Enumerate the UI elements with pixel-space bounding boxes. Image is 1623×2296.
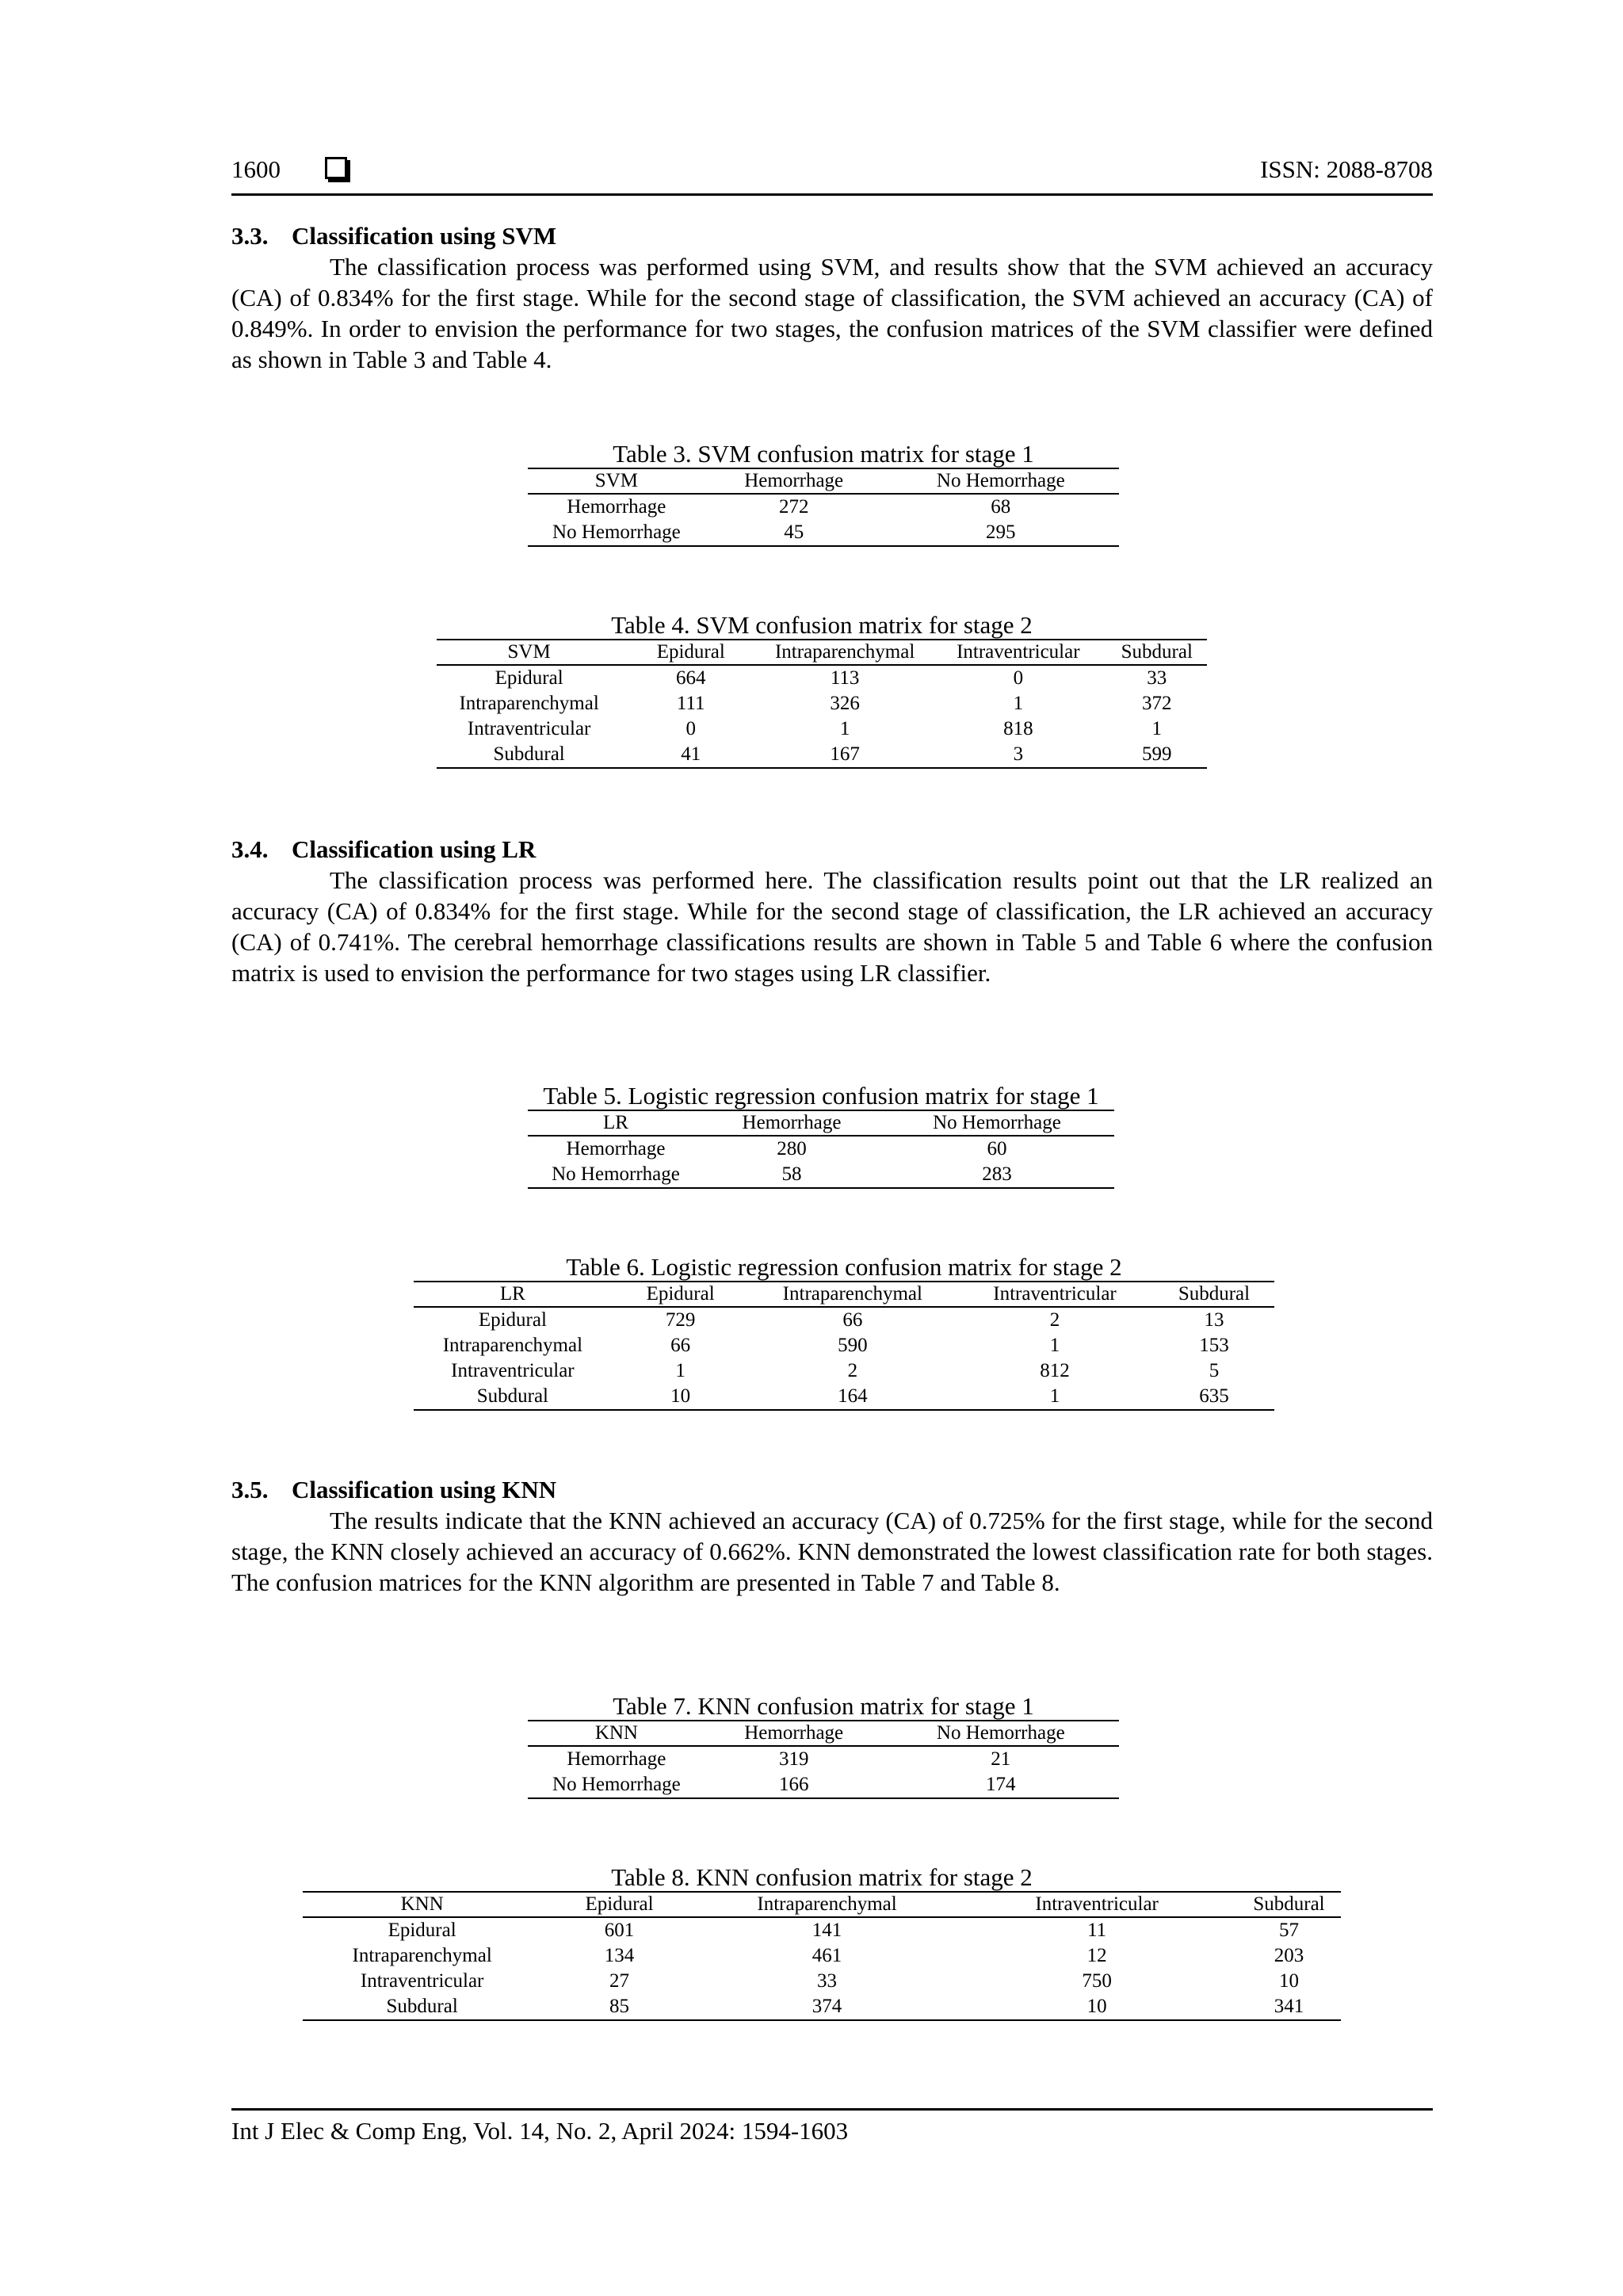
table-cell: 319 [778,1748,809,1770]
table-cell: 1 [675,1360,685,1381]
table-header-cell: Intraventricular [930,640,1107,665]
table-cell: 272 [778,496,809,518]
table-row [528,1162,1114,1188]
table-caption: Table 8. KNN confusion matrix for stage 2 [611,1863,1033,1891]
table-header-cell: LR [528,1110,704,1136]
table-cell: 599 [1142,743,1172,765]
table-cell: Intraventricular [451,1360,575,1381]
table-cell: 812 [1040,1360,1070,1381]
table-header-cell: No Hemorrhage [883,468,1119,494]
table-row [303,1994,1341,2020]
table-cell: No Hemorrhage [552,1774,681,1795]
table-caption: Table 5. Logistic regression confusion matrix for stage 1 [543,1082,1099,1110]
table-row [437,691,1207,716]
table-cell: Intraventricular [360,1970,484,1992]
table-row [528,1772,1119,1798]
table-cell: 5 [1209,1360,1220,1381]
table-cell: 283 [982,1163,1012,1185]
table-cell: 326 [830,693,860,714]
journal-citation: Int J Elec & Comp Eng, Vol. 14, No. 2, April 2024: 1594-1603 [231,2117,849,2145]
table-cell: 635 [1199,1385,1229,1407]
table-cell: 2 [1049,1309,1060,1331]
table-8 [303,1864,1341,2021]
table-cell: 57 [1278,1920,1299,1941]
table-cell: 1 [1013,693,1024,714]
table-5 [528,1083,1114,1189]
table-header-cell: KNN [528,1721,705,1746]
table-header-cell: KNN [303,1892,541,1917]
table-row [414,1333,1274,1358]
table-cell: 1 [1049,1385,1060,1407]
table-cell: 164 [838,1385,868,1407]
square-bullet-icon [325,157,347,179]
table-cell: Intraparenchymal [459,693,599,714]
table-header-cell: Epidural [612,1282,750,1307]
table-4 [437,612,1207,769]
table-cell: 11 [1087,1920,1107,1941]
table-cell: 33 [1147,667,1167,689]
table-header-cell: No Hemorrhage [883,1721,1119,1746]
table-row [303,1969,1341,1994]
table-header-cell: Intraparenchymal [697,1892,957,1917]
table-caption: Table 3. SVM confusion matrix for stage 1 [613,440,1034,468]
confusion-matrix [303,1891,1341,2021]
table-header-cell: SVM [437,640,621,665]
section-heading: 3.5. Classification using KNN [231,1476,557,1503]
table-cell: 134 [604,1945,635,1966]
table-header-cell: Intraparenchymal [750,1282,957,1307]
table-cell: 461 [812,1945,842,1966]
table-cell: 33 [817,1970,838,1992]
table-cell: Subdural [476,1385,549,1407]
table-cell: Hemorrhage [567,1748,666,1770]
table-cell: 27 [609,1970,630,1992]
table-header-row [414,1282,1274,1307]
table-cell: 1 [839,718,850,739]
table-cell: 58 [781,1163,802,1185]
table-6 [414,1254,1274,1411]
table-row [414,1358,1274,1384]
table-cell: 21 [991,1748,1011,1770]
table-header-row [528,1110,1114,1136]
table-header-cell: Subdural [1154,1282,1274,1307]
table-row [528,520,1119,546]
table-header-cell: Intraventricular [956,1282,1154,1307]
table-cell: No Hemorrhage [552,1163,680,1185]
table-cell: No Hemorrhage [552,521,681,543]
table-cell: 66 [670,1335,691,1356]
table-cell: Subdural [493,743,565,765]
table-cell: Epidural [478,1309,547,1331]
table-cell: 153 [1199,1335,1229,1356]
table-row [437,665,1207,691]
table-row [528,1746,1119,1772]
table-cell: 374 [812,1996,842,2017]
table-cell: 601 [604,1920,635,1941]
table-cell: Hemorrhage [567,496,666,518]
table-header-cell: Intraparenchymal [760,640,930,665]
table-cell: 1 [1049,1335,1060,1356]
table-header-cell: Hemorrhage [705,1721,883,1746]
page-footer [231,2108,1433,2145]
table-cell: 10 [1278,1970,1299,1992]
page-number: 1600 [231,155,281,183]
table-header-cell: Epidural [541,1892,697,1917]
table-cell: 45 [784,521,804,543]
table-cell: 167 [830,743,860,765]
table-cell: 85 [609,1996,630,2017]
table-cell: Epidural [495,667,563,689]
table-header-cell: No Hemorrhage [880,1110,1114,1136]
issn: ISSN: 2088-8708 [1260,155,1433,183]
table-cell: 60 [987,1138,1007,1159]
table-header-row [528,468,1119,494]
table-cell: 10 [1086,1996,1107,2017]
table-cell: 295 [986,521,1016,543]
confusion-matrix [528,1720,1119,1799]
confusion-matrix [414,1281,1274,1411]
table-cell: Epidural [388,1920,456,1941]
table-cell: Intraventricular [467,718,591,739]
section-heading: 3.3. Classification using SVM [231,222,557,250]
table-caption: Table 4. SVM confusion matrix for stage 2 [611,611,1033,639]
section-svm [231,220,1433,375]
table-cell: Intraparenchymal [352,1945,492,1966]
table-header-row [303,1892,1341,1917]
table-cell: 10 [670,1385,691,1407]
table-cell: 41 [681,743,701,765]
section-knn [231,1474,1433,1598]
page-header [231,155,1433,196]
table-row [414,1384,1274,1410]
table-row [437,716,1207,742]
table-cell: 664 [675,667,706,689]
table-cell: 12 [1086,1945,1107,1966]
table-row [303,1943,1341,1969]
table-header-cell: SVM [528,468,705,494]
table-3 [528,441,1119,547]
table-cell: 174 [986,1774,1016,1795]
table-cell: 203 [1274,1945,1304,1966]
section-lr [231,834,1433,988]
table-cell: 750 [1082,1970,1112,1992]
table-7 [528,1693,1119,1799]
table-cell: Hemorrhage [566,1138,666,1159]
table-cell: 0 [1013,667,1024,689]
table-row [437,742,1207,768]
table-header-cell: Epidural [621,640,760,665]
confusion-matrix [528,1110,1114,1189]
table-cell: 1 [1151,718,1163,739]
table-row [414,1307,1274,1333]
table-header-cell: Subdural [1107,640,1207,665]
table-cell: 166 [778,1774,809,1795]
table-cell: 0 [685,718,696,739]
table-cell: 66 [842,1309,863,1331]
table-header-cell: Hemorrhage [705,468,883,494]
section-body: The classification process was performed using SVM, and results show that the SVM achieved an accuracy (CA) of 0.834% for the first stage. While for the second stage of classification, the SVM achieved an accuracy (CA) of 0.849%. In order to envision the performance for two stages, the confusion matrices of the SVM classifier were defined as shown in Table 3 and Table 4. [231,253,1433,373]
table-cell: 3 [1013,743,1024,765]
table-header-row [528,1721,1119,1746]
table-header-cell: LR [414,1282,612,1307]
table-cell: 68 [991,496,1011,518]
section-body: The classification process was performed here. The classification results point out that the LR realized an accuracy (CA) of 0.834% for the first stage. While for the second stage of classification, the LR achieved an accuracy (CA) of 0.741%. The cerebral hemorrhage classifications results are shown in Table 5 and Table 6 where the confusion matrix is used to envision the performance for two stages using LR classifier. [231,866,1433,987]
table-cell: Intraparenchymal [442,1335,583,1356]
table-cell: 818 [1003,718,1033,739]
table-row [528,1136,1114,1162]
table-caption: Table 6. Logistic regression confusion matrix for stage 2 [566,1253,1122,1281]
table-header-cell: Intraventricular [957,1892,1237,1917]
confusion-matrix [528,468,1119,547]
table-cell: Subdural [386,1996,458,2017]
section-body: The results indicate that the KNN achieved an accuracy (CA) of 0.725% for the first stage, while for the second stage, the KNN closely achieved an accuracy of 0.662%. KNN demonstrated the lowest classification rate for both stages. The confusion matrices for the KNN algorithm are presented in Table 7 and Table 8. [231,1507,1433,1596]
table-cell: 590 [838,1335,868,1356]
table-cell: 113 [830,667,860,689]
table-header-row [437,640,1207,665]
table-cell: 341 [1274,1996,1304,2017]
table-row [528,494,1119,520]
table-caption: Table 7. KNN confusion matrix for stage 1 [613,1692,1034,1720]
table-cell: 111 [676,693,705,714]
table-cell: 2 [847,1360,858,1381]
table-cell: 141 [812,1920,842,1941]
table-cell: 280 [777,1138,807,1159]
table-cell: 13 [1204,1309,1224,1331]
table-header-cell: Hemorrhage [704,1110,880,1136]
table-header-cell: Subdural [1237,1892,1341,1917]
section-heading: 3.4. Classification using LR [231,835,537,863]
confusion-matrix [437,639,1207,769]
table-cell: 729 [665,1309,696,1331]
table-cell: 372 [1142,693,1172,714]
table-row [303,1917,1341,1943]
